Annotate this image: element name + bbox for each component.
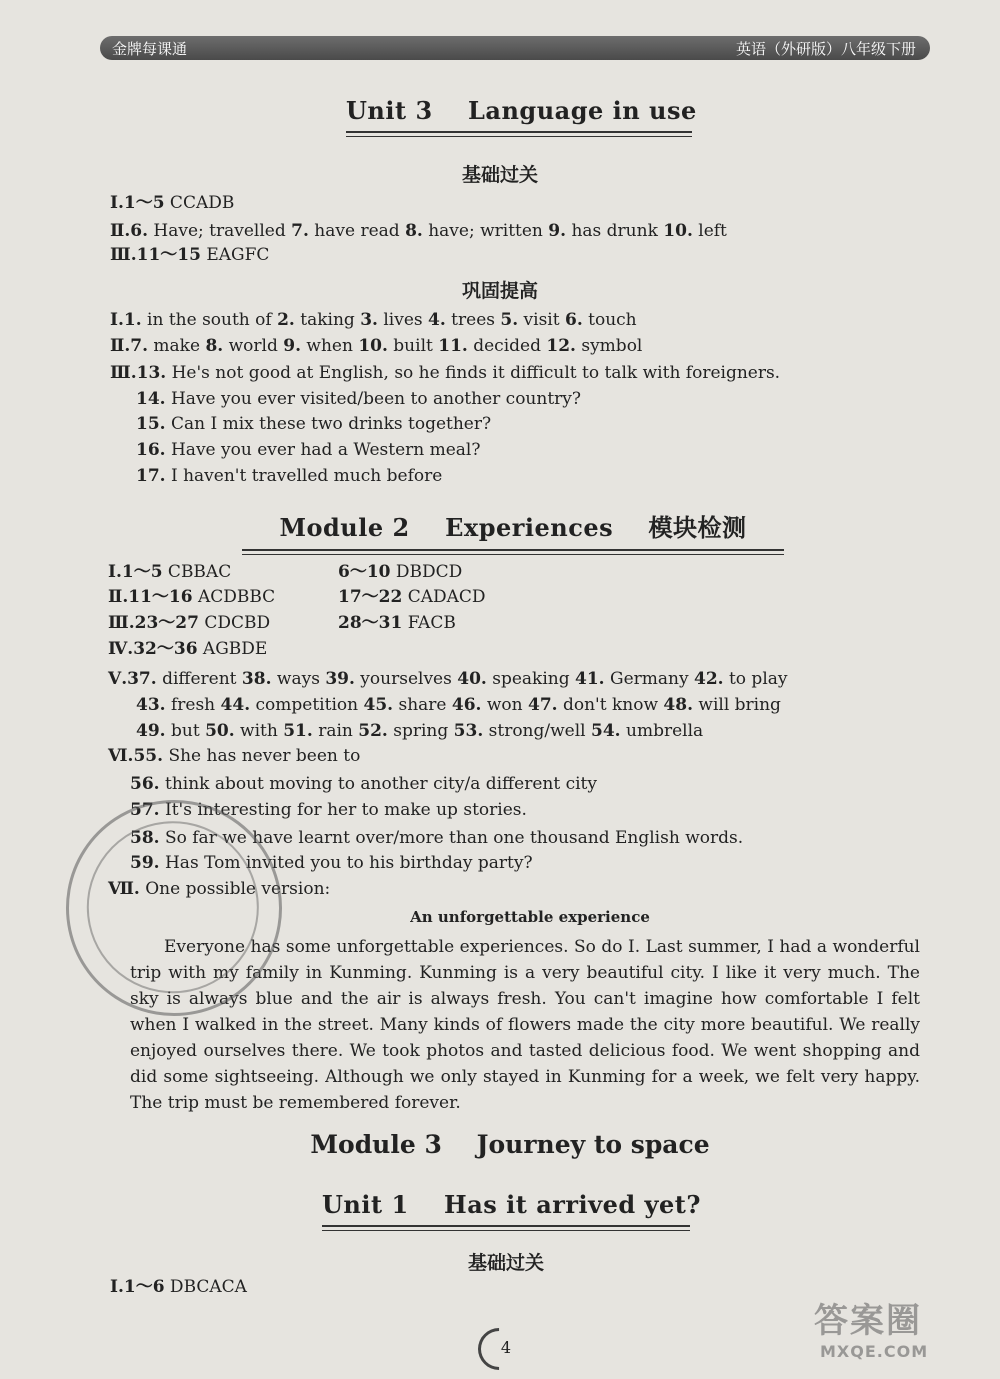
answer-number: 53. <box>453 721 484 741</box>
answer-line <box>136 465 442 487</box>
essay-title: An unforgettable experience <box>410 908 650 926</box>
answer-text: umbrella <box>620 721 704 741</box>
answer-text: lives <box>377 310 429 330</box>
answer-number: 11. <box>438 336 468 356</box>
answer-text: decided <box>467 336 547 356</box>
answer-text: spring <box>387 721 454 741</box>
answer-number: 12. <box>546 336 576 356</box>
answer-line <box>110 192 234 214</box>
answer-number: 49. <box>136 721 166 741</box>
answer-text: built <box>387 336 439 356</box>
unit3-basic-heading: 基础过关 <box>461 164 538 186</box>
answer-text: touch <box>582 310 637 330</box>
book-series-name: 金牌每课通 <box>112 40 188 58</box>
answer-line <box>338 561 462 583</box>
answer-number: 8. <box>205 336 224 356</box>
answer-text: EAGFC <box>200 245 270 265</box>
answer-text: in the south of <box>141 310 278 330</box>
answer-text: Have you ever visited/been to another country? <box>165 389 582 409</box>
answer-text: ways <box>271 669 326 689</box>
answer-text: AGBDE <box>197 639 268 659</box>
answer-line <box>108 638 267 660</box>
answer-text: visit <box>518 310 565 330</box>
answer-text: I haven't travelled much before <box>165 466 443 486</box>
answer-number: Ⅰ.1. <box>110 310 142 330</box>
answer-number: 44. <box>220 695 251 715</box>
unit3-consolidate-heading: 巩固提高 <box>461 280 538 302</box>
answer-line <box>108 668 788 690</box>
answer-number: 14. <box>136 389 166 409</box>
answer-number: 7. <box>291 221 309 241</box>
answer-text: make <box>148 336 206 356</box>
answer-text: So far we have learnt over/more than one thousand English words. <box>159 828 744 848</box>
answer-number: 59. <box>130 853 160 873</box>
answer-number: 48. <box>663 695 693 715</box>
answer-line <box>110 244 269 266</box>
answer-text: One possible version: <box>139 879 331 899</box>
answer-text: competition <box>250 695 364 715</box>
answer-number: 57. <box>130 800 160 820</box>
answer-line <box>136 694 781 716</box>
answer-text: Has Tom invited you to his birthday party? <box>159 853 533 873</box>
answer-text: ACDBBC <box>192 587 276 607</box>
answer-number: Ⅱ.6. <box>110 221 148 241</box>
answer-number: Ⅳ.32～36 <box>108 639 198 659</box>
answer-line <box>110 335 642 357</box>
answer-number: Ⅲ.11～15 <box>110 245 201 265</box>
answer-number: 54. <box>591 721 621 741</box>
answer-number: 41. <box>575 669 605 689</box>
book-subject: 英语（外研版）八年级下册 <box>735 40 916 58</box>
answer-text: Have; travelled <box>148 221 292 241</box>
answer-text: It's interesting for her to make up stories. <box>159 800 527 820</box>
answer-text: Germany <box>604 669 694 689</box>
answer-text: speaking <box>486 669 576 689</box>
answer-number: 15. <box>136 414 166 434</box>
answer-number: Ⅰ.1～6 <box>110 1277 165 1297</box>
answer-number: 46. <box>451 695 482 715</box>
answer-number: 9. <box>283 336 301 356</box>
answer-text: CADACD <box>402 587 486 607</box>
answer-text: fresh <box>165 695 221 715</box>
answer-line <box>110 309 637 331</box>
answer-number: Ⅴ.37. <box>108 669 157 689</box>
answer-line <box>130 773 597 795</box>
answer-text: don't know <box>557 695 664 715</box>
page-number: 4 <box>500 1338 512 1357</box>
answer-text: FACB <box>402 613 456 633</box>
module3-unit1-title: Unit 1 Has it arrived yet? <box>322 1190 690 1231</box>
answer-number: Ⅰ.1～5 <box>108 562 163 582</box>
answer-text: left <box>692 221 727 241</box>
answer-number: 40. <box>457 669 487 689</box>
answer-number: 28～31 <box>338 613 403 633</box>
answer-text: has drunk <box>566 221 664 241</box>
answer-text: rain <box>312 721 359 741</box>
answer-text: world <box>223 336 284 356</box>
answer-line <box>136 413 491 435</box>
answer-text: share <box>393 695 452 715</box>
answer-number: 16. <box>136 440 166 460</box>
answer-number: 5. <box>500 310 519 330</box>
answer-number: Ⅱ.7. <box>110 336 148 356</box>
answer-text: CBBAC <box>162 562 232 582</box>
answer-number: Ⅲ.13. <box>110 363 167 383</box>
answer-text: have; written <box>422 221 549 241</box>
answer-line <box>110 1276 247 1298</box>
answer-number: 4. <box>428 310 446 330</box>
answer-text: with <box>234 721 284 741</box>
answer-number: Ⅲ.23～27 <box>108 613 199 633</box>
answer-number: 9. <box>548 221 567 241</box>
answer-number: 8. <box>405 221 423 241</box>
answer-text: taking <box>294 310 361 330</box>
answer-number: 58. <box>130 828 160 848</box>
answer-line <box>108 612 270 634</box>
answer-number: 6. <box>564 310 583 330</box>
answer-number: 50. <box>205 721 235 741</box>
answer-number: Ⅱ.11～16 <box>108 587 193 607</box>
answer-line <box>110 362 780 384</box>
answer-text: CCADB <box>164 193 235 213</box>
answer-number: 10. <box>663 221 693 241</box>
answer-line <box>136 388 581 410</box>
unit3-title: Unit 3 Language in use <box>346 96 692 137</box>
answer-text: Have you ever had a Western meal? <box>165 440 481 460</box>
answer-number: Ⅰ.1～5 <box>110 193 165 213</box>
answer-number: 2. <box>277 310 295 330</box>
answer-number: 51. <box>283 721 313 741</box>
answer-number: Ⅵ.55. <box>108 746 164 766</box>
answer-line <box>338 612 456 634</box>
answer-number: 17～22 <box>338 587 403 607</box>
answer-number: 47. <box>528 695 558 715</box>
answer-text: CDCBD <box>198 613 271 633</box>
answer-line <box>136 439 480 461</box>
answer-text: but <box>165 721 206 741</box>
page-header <box>100 36 930 60</box>
answer-text: symbol <box>575 336 643 356</box>
answer-text: different <box>156 669 242 689</box>
answer-line <box>108 561 231 583</box>
answer-text: DBDCD <box>390 562 463 582</box>
answer-number: 45. <box>363 695 394 715</box>
answer-text: when <box>300 336 359 356</box>
answer-number: 52. <box>358 721 388 741</box>
answer-number: 17. <box>136 466 166 486</box>
answer-text: think about moving to another city/a different city <box>159 774 597 794</box>
module2-title: Module 2 Experiences 模块检测 <box>242 508 784 555</box>
answer-number: 3. <box>360 310 378 330</box>
essay-body: Everyone has some unforgettable experiences. So do I. Last summer, I had a wonderful trip with my family in Kunming. Kunming is a very beautiful city. I like it very much. The sky is always blue and the air is always fresh. You can't imagine how comfortable I felt when I walked in the street. Many kinds of flowers made the city more beautiful. We really enjoyed ourselves there. We took photos and tasted delicious food. We went shopping and did some sightseeing. Although we only stayed in Kunming for a week, we felt very happy. The trip must be remembered forever. <box>130 937 920 1113</box>
answer-text: DBCACA <box>164 1277 247 1297</box>
answer-text: She has never been to <box>163 746 361 766</box>
answer-line <box>108 745 360 767</box>
answer-text: won <box>481 695 528 715</box>
answer-line <box>338 586 486 608</box>
answer-text: to play <box>723 669 788 689</box>
answer-line <box>108 586 275 608</box>
answer-text: trees <box>445 310 501 330</box>
answer-number: Ⅶ. <box>108 879 140 899</box>
module3-basic-heading: 基础过关 <box>467 1252 544 1274</box>
answer-number: 43. <box>136 695 166 715</box>
answer-text: will bring <box>692 695 781 715</box>
answer-line <box>136 720 703 742</box>
site-watermark: 答案圈 MXQE.COM <box>814 1301 929 1361</box>
answer-text: Can I mix these two drinks together? <box>165 414 492 434</box>
answer-number: 39. <box>325 669 355 689</box>
answer-text: He's not good at English, so he finds it difficult to talk with foreigners. <box>166 363 781 383</box>
answer-text: yourselves <box>354 669 458 689</box>
answer-text: strong/well <box>483 721 592 741</box>
answer-number: 56. <box>130 774 160 794</box>
answer-text: have read <box>308 221 406 241</box>
module3-title: Module 3 Journey to space <box>310 1130 710 1159</box>
answer-number: 10. <box>358 336 388 356</box>
answer-line <box>110 220 727 242</box>
answer-number: 42. <box>693 669 724 689</box>
answer-number: 6～10 <box>338 562 391 582</box>
answer-number: 38. <box>241 669 272 689</box>
